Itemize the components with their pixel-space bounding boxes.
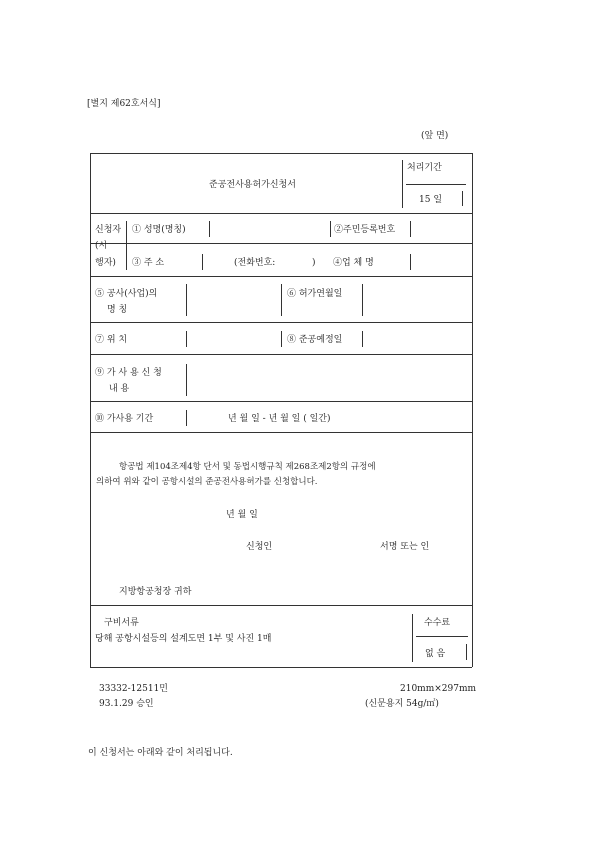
page-side-label: (앞 면) [421,131,449,141]
approval-date: 93.1.29 승인 [99,699,154,709]
rule-applicant-bottom [90,276,472,277]
resident-number-label: ②주민등록번호 [334,225,396,235]
divider-processing-right [462,191,463,206]
divider-resident [330,221,331,237]
divider-applicant-label [126,221,127,270]
temp-period-label: ⑩ 가사용 기간 [95,414,154,424]
divider-fee [412,614,413,662]
processing-period-label: 처리기간 [407,163,442,173]
divider-permit-value [362,284,363,316]
form-code: 33332-12511민 [99,684,168,694]
divider-fee-right [466,644,467,660]
divider-permit [281,284,282,316]
statement-line-1: 항공법 제104조제4항 단서 및 동법시행규칙 제268조제2항의 규정에 [119,462,376,472]
rule-location-bottom [90,354,472,355]
rule-period-bottom [90,432,472,433]
applicant-label-3: 행자) [95,258,116,268]
address-label: ③ 주 소 [132,258,165,268]
company-name-label: ④업 체 명 [333,258,374,268]
divider-industry [410,254,411,270]
documents-value: 당해 공항시설등의 설계도면 1부 및 사진 1매 [95,634,272,644]
completion-date-label: ⑧ 준공예정일 [287,335,343,345]
processing-period-value: 15 일 [419,195,443,205]
sign-or-seal-label: 서명 또는 인 [380,542,430,552]
divider-address [202,254,203,270]
applicant-label: 신청자 [95,225,122,235]
divider-tempuse [186,364,187,396]
paper-spec: (신문용지 54g/㎡) [365,699,439,709]
processing-note: 이 신청서는 아래와 같이 처리됩니다. [88,748,233,758]
rule-fee-mid [416,636,468,637]
divider-completion-value [362,331,363,347]
paper-size: 210mm×297mm [400,684,477,694]
permit-date-label: ⑥ 허가연월일 [287,289,343,299]
divider-processing [402,160,403,208]
phone-close: ) [312,258,316,268]
temp-period-value: 년 월 일 - 년 월 일 ( 일간) [228,414,331,424]
phone-label: (전화번호: [234,258,276,268]
rule-tempuse-bottom [90,401,472,402]
fee-label: 수수료 [424,618,451,628]
rule-applicant-mid [90,243,472,244]
divider-resident-value [410,221,411,237]
addressee: 지방항공청장 귀하 [119,587,192,597]
application-date: 년 월 일 [226,510,258,520]
rule-construction-bottom [90,322,472,323]
form-number: [별지 제62호서식] [87,99,161,109]
documents-label: 구비서류 [104,618,139,628]
divider-name [209,221,210,237]
name-label: ① 성명(명칭) [132,225,186,235]
applicant-label-2: (시 [95,241,108,251]
divider-location [186,331,187,347]
temp-use-label-2: 내 용 [109,384,130,394]
rule-body-bottom [90,605,472,606]
rule-top [90,153,472,154]
temp-use-label: ⑨ 가 사 용 신 청 [95,368,162,378]
divider-completion [281,331,282,347]
applicant-signature-label: 신청인 [246,542,273,552]
statement-line-2: 의하여 위와 같이 공항시설의 준공전사용허가를 신청합니다. [96,477,318,487]
divider-construction [186,284,187,316]
rule-title-bottom [90,213,472,214]
rule-processing-mid [406,184,466,185]
form-title: 준공전사용허가신청서 [209,180,296,190]
divider-period [186,410,187,426]
border-right [472,153,473,667]
rule-bottom [90,667,472,668]
fee-value: 없 음 [425,649,446,659]
construction-name-label-2: 명 칭 [107,305,128,315]
construction-name-label: ⑤ 공사(사업)의 [95,289,158,299]
location-label: ⑦ 위 치 [95,335,128,345]
border-left [90,153,91,667]
